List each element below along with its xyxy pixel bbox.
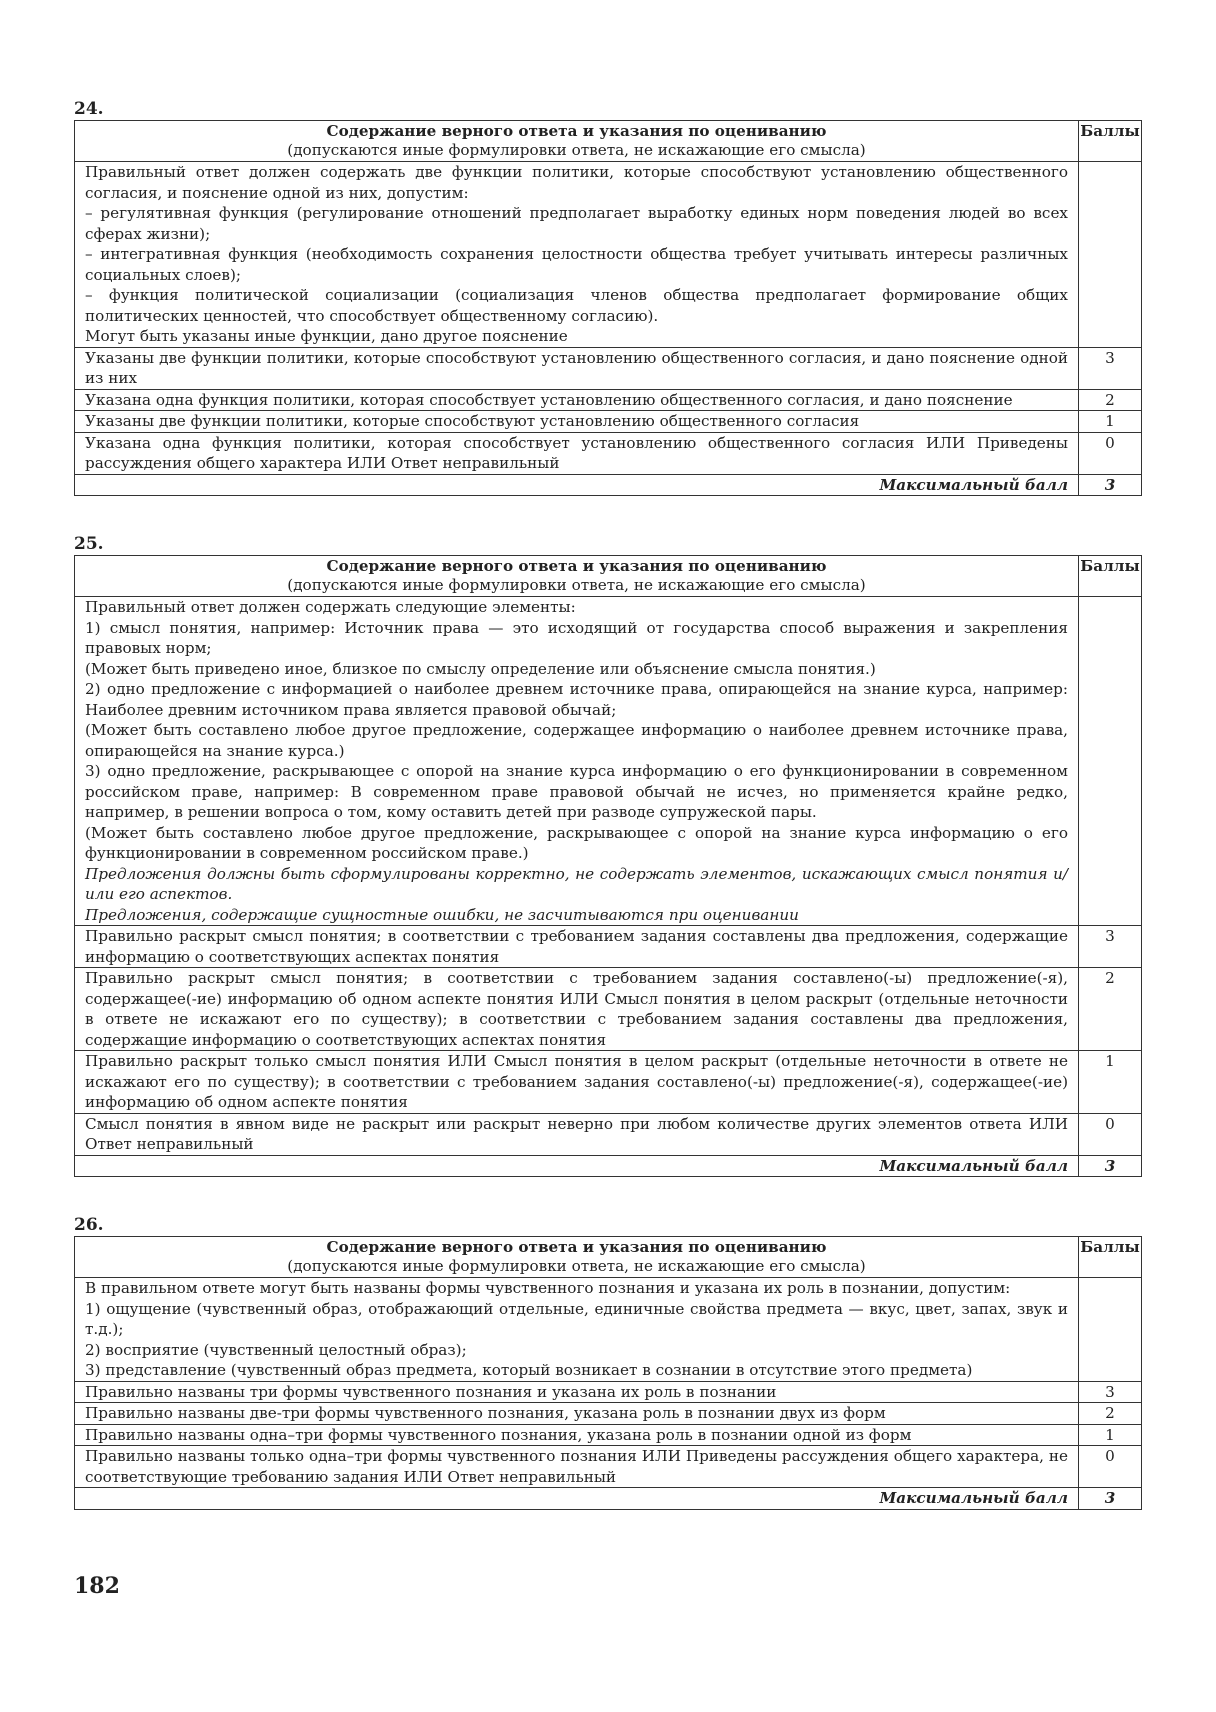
table-header xyxy=(75,121,1142,162)
criterion-row: Правильно раскрыт смысл понятия; в соответствии с требованием задания составлены два предложения, содержащие информацию о соответствующих аспектах понятия 3 xyxy=(75,926,1142,968)
answer-line: – функция политической социализации (социализация членов общества предполагает формирование общих политических ценностей, что способствует общественному согласию). xyxy=(85,286,1068,325)
grading-table xyxy=(74,1236,1142,1510)
question-number: 25. xyxy=(74,534,104,554)
criterion-points: 3 xyxy=(1079,926,1142,968)
criterion-points: 3 xyxy=(1079,347,1142,389)
header-title: Содержание верного ответа и указания по оцениванию xyxy=(326,122,827,140)
criterion-points: 0 xyxy=(1079,1446,1142,1488)
max-score-value: 3 xyxy=(1079,1488,1142,1510)
answer-line: 3) представление (чувственный образ предмета, который возникает в сознании в отсутствие этого предмета) xyxy=(85,1361,973,1379)
criterion-points: 1 xyxy=(1079,411,1142,433)
max-score-label: Максимальный балл xyxy=(75,1488,1079,1510)
header-title: Содержание верного ответа и указания по оцениванию xyxy=(326,1238,827,1256)
answer-line: – регулятивная функция (регулирование отношений предполагает выработку единых норм поведения людей во всех сферах жизни); xyxy=(85,204,1068,243)
criterion-row: Правильно названы одна–три формы чувственного познания, указана роль в познании одной из форм 1 xyxy=(75,1424,1142,1446)
criterion-points: 3 xyxy=(1079,1381,1142,1403)
header-title: Содержание верного ответа и указания по оцениванию xyxy=(326,557,827,575)
answer-line: 2) одно предложение с информацией о наиболее древнем источнике права, опирающейся на знание курса, например: Наиболее древним источником права является правовой обычай; xyxy=(85,680,1068,719)
header-points: Баллы xyxy=(1079,1237,1142,1278)
question-number: 24. xyxy=(74,99,104,119)
criterion-points: 0 xyxy=(1079,1113,1142,1155)
criterion-row: Правильно раскрыт только смысл понятия ИЛИ Смысл понятия в целом раскрыт (отдельные неточности в ответе не искажают его по существу); в соответствии с требованием задания составлено(-ы) предложение(-я), содержащее(-ие) информацию об одном аспекте понятия 1 xyxy=(75,1051,1142,1114)
criterion-points: 2 xyxy=(1079,968,1142,1051)
answer-row xyxy=(75,162,1142,348)
max-score-row xyxy=(75,1155,1142,1177)
max-score-row xyxy=(75,474,1142,496)
answer-line: 2) восприятие (чувственный целостный образ); xyxy=(85,1340,467,1359)
criterion-points: 2 xyxy=(1079,389,1142,411)
answer-line: 1) смысл понятия, например: Источник права — это исходящий от государства способ выражения и закрепления правовых норм; xyxy=(85,618,1068,657)
criterion-row: Указана одна функция политики, которая способствует установлению общественного согласия, и дано пояснение 2 xyxy=(75,389,1142,411)
question-number: 26. xyxy=(74,1215,104,1235)
max-score-value: 3 xyxy=(1079,474,1142,496)
answer-line: (Может быть приведено иное, близкое по смыслу определение или объяснение смысла понятия.) xyxy=(85,659,876,678)
grading-table xyxy=(74,555,1142,1177)
answer-line: В правильном ответе могут быть названы формы чувственного познания и указана их роль в познании, допустим: xyxy=(85,1279,1011,1297)
note-line: Предложения должны быть сформулированы корректно, не содержать элементов, искажающих смысл понятия и/или его аспектов. xyxy=(85,864,1068,903)
criterion-points: 0 xyxy=(1079,432,1142,474)
criterion-row: Правильно названы две-три формы чувственного познания, указана роль в познании двух из форм 2 xyxy=(75,1403,1142,1425)
answer-line: (Может быть составлено любое другое предложение, содержащее информацию о наиболее древнем источнике права, опирающейся на знание курса.) xyxy=(85,721,1068,760)
grading-table xyxy=(74,120,1142,496)
max-score-label: Максимальный балл xyxy=(75,1155,1079,1177)
question-24 xyxy=(74,100,1142,496)
table-header xyxy=(75,556,1142,597)
header-subtitle: (допускаются иные формулировки ответа, не искажающие его смысла) xyxy=(287,576,866,594)
criterion-points: 2 xyxy=(1079,1403,1142,1425)
max-score-value: 3 xyxy=(1079,1155,1142,1177)
criterion-row: Указаны две функции политики, которые способствуют установлению общественного согласия, и дано пояснение одной из них 3 xyxy=(75,347,1142,389)
header-points: Баллы xyxy=(1079,556,1142,597)
note-line: Предложения, содержащие сущностные ошибки, не засчитываются при оценивании xyxy=(85,905,799,924)
header-subtitle: (допускаются иные формулировки ответа, не искажающие его смысла) xyxy=(287,1257,866,1275)
answer-line: Могут быть указаны иные функции, дано другое пояснение xyxy=(85,327,568,345)
answer-line: Правильный ответ должен содержать следующие элементы: xyxy=(85,598,576,616)
answer-line: 1) ощущение (чувственный образ, отображающий отдельные, единичные свойства предмета — вкус, цвет, запах, звук и т.д.); xyxy=(85,1299,1068,1338)
criterion-points: 1 xyxy=(1079,1051,1142,1114)
max-score-row xyxy=(75,1488,1142,1510)
header-subtitle: (допускаются иные формулировки ответа, не искажающие его смысла) xyxy=(287,141,866,159)
criterion-row: Правильно названы только одна–три формы чувственного познания ИЛИ Приведены рассуждения общего характера, не соответствующие требованию задания ИЛИ Ответ неправильный 0 xyxy=(75,1446,1142,1488)
criterion-row: Смысл понятия в явном виде не раскрыт или раскрыт неверно при любом количестве других элементов ответа ИЛИ Ответ неправильный 0 xyxy=(75,1113,1142,1155)
answer-line: – интегративная функция (необходимость сохранения целостности общества требует учитывать интересы различных социальных слоев); xyxy=(85,245,1068,284)
page-number: 182 xyxy=(74,1573,120,1599)
criterion-row: Указаны две функции политики, которые способствуют установлению общественного согласия 1 xyxy=(75,411,1142,433)
question-26 xyxy=(74,1216,1142,1510)
criterion-row: Правильно названы три формы чувственного познания и указана их роль в познании 3 xyxy=(75,1381,1142,1403)
answer-line: (Может быть составлено любое другое предложение, раскрывающее с опорой на знание курса информацию о его функционировании в современном российском праве.) xyxy=(85,823,1068,862)
criterion-row: Указана одна функция политики, которая способствует установлению общественного согласия ИЛИ Приведены рассуждения общего характера ИЛИ Ответ неправильный 0 xyxy=(75,432,1142,474)
header-points: Баллы xyxy=(1079,121,1142,162)
answer-line: 3) одно предложение, раскрывающее с опорой на знание курса информацию о его функционировании в современном российском праве, например: В современном праве правовой обычай не исчез, но применяется крайне редко, например, в решении вопроса о том, кому оставить детей при разводе супружеской пары. xyxy=(85,762,1068,821)
question-25 xyxy=(74,535,1142,1177)
answer-line: Правильный ответ должен содержать две функции политики, которые способствуют установлению общественного согласия, и пояснение одной из них, допустим: xyxy=(85,163,1068,202)
max-score-label: Максимальный балл xyxy=(75,474,1079,496)
criterion-row: Правильно раскрыт смысл понятия; в соответствии с требованием задания составлено(-ы) предложение(-я), содержащее(-ие) информацию об одном аспекте понятия ИЛИ Смысл понятия в целом раскрыт (отдельные неточности в ответе не искажают его по существу); в соответствии с требованием задания составлены два предложения, содержащие информацию о соответствующих аспектах понятия 2 xyxy=(75,968,1142,1051)
criterion-points: 1 xyxy=(1079,1424,1142,1446)
answer-row xyxy=(75,597,1142,926)
answer-row xyxy=(75,1278,1142,1382)
table-header xyxy=(75,1237,1142,1278)
